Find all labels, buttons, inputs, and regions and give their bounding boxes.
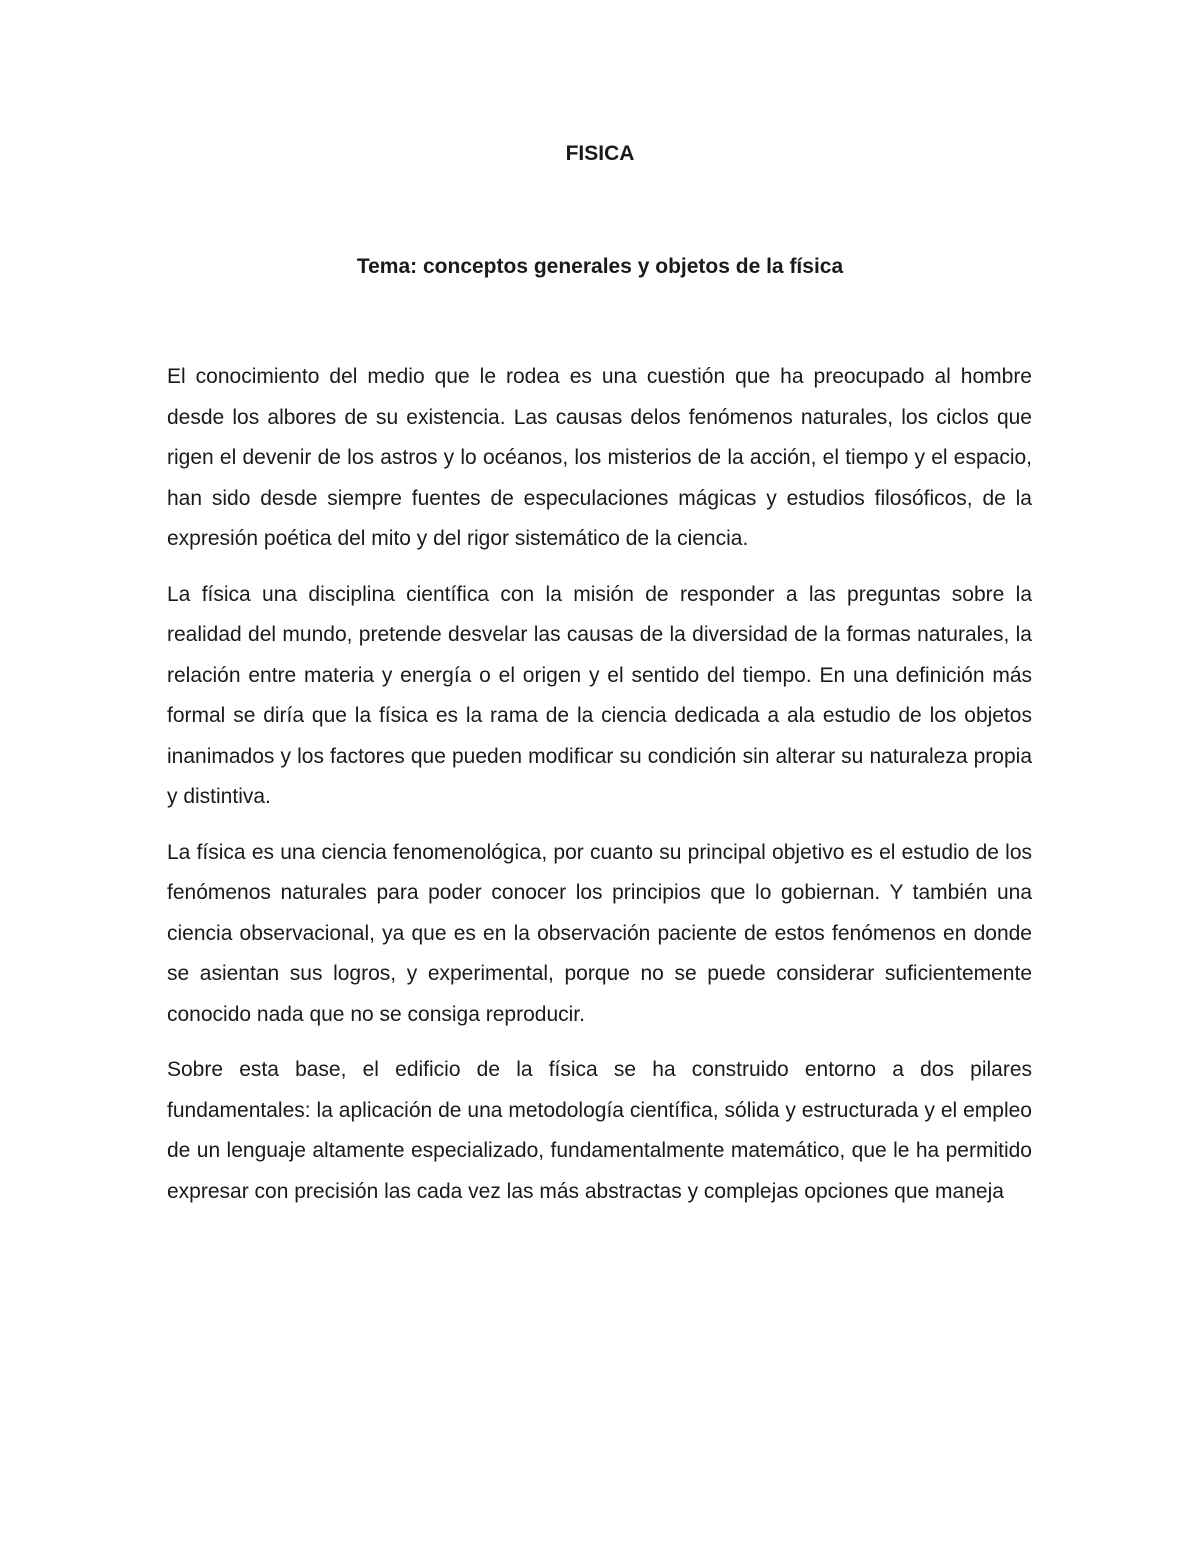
document-body xyxy=(167,357,1032,1227)
paragraph-4: Sobre esta base, el edificio de la física se ha construido entorno a dos pilares fundamentales: la aplicación de una metodología científica, sólida y estructurada y el empleo de un lenguaje altamente especializado, fundamentalmente matemático, que le ha permitido expresar con precisión las cada vez las más abstractas y complejas opciones que maneja xyxy=(167,1058,1032,1203)
paragraph-3: La física es una ciencia fenomenológica, por cuanto su principal objetivo es el estudio de los fenómenos naturales para poder conocer los principios que lo gobiernan. Y también una ciencia observacional, ya que es en la observación paciente de estos fenómenos en donde se asientan sus logros, y experimental, porque no se puede considerar suficientemente conocido nada que no se consiga reproducir. xyxy=(167,840,1032,1026)
document-title: FISICA xyxy=(565,142,635,165)
document-subtitle: Tema: conceptos generales y objetos de la física xyxy=(356,255,844,278)
paragraph-2: La física una disciplina científica con la misión de responder a las preguntas sobre la realidad del mundo, pretende desvelar las causas de la diversidad de la formas naturales, la relación entre materia y energía o el origen y el sentido del tiempo. En una definición más formal se diría que la física es la rama de la ciencia dedicada a ala estudio de los objetos inanimados y los factores que pueden modificar su condición sin alterar su naturaleza propia y distintiva. xyxy=(167,582,1032,808)
paragraph-1: El conocimiento del medio que le rodea es una cuestión que ha preocupado al hombre desde los albores de su existencia. Las causas delos fenómenos naturales, los ciclos que rigen el devenir de los astros y lo océanos, los misterios de la acción, el tiempo y el espacio, han sido desde siempre fuentes de especulaciones mágicas y estudios filosóficos, de la expresión poética del mito y del rigor sistemático de la ciencia. xyxy=(167,365,1032,550)
